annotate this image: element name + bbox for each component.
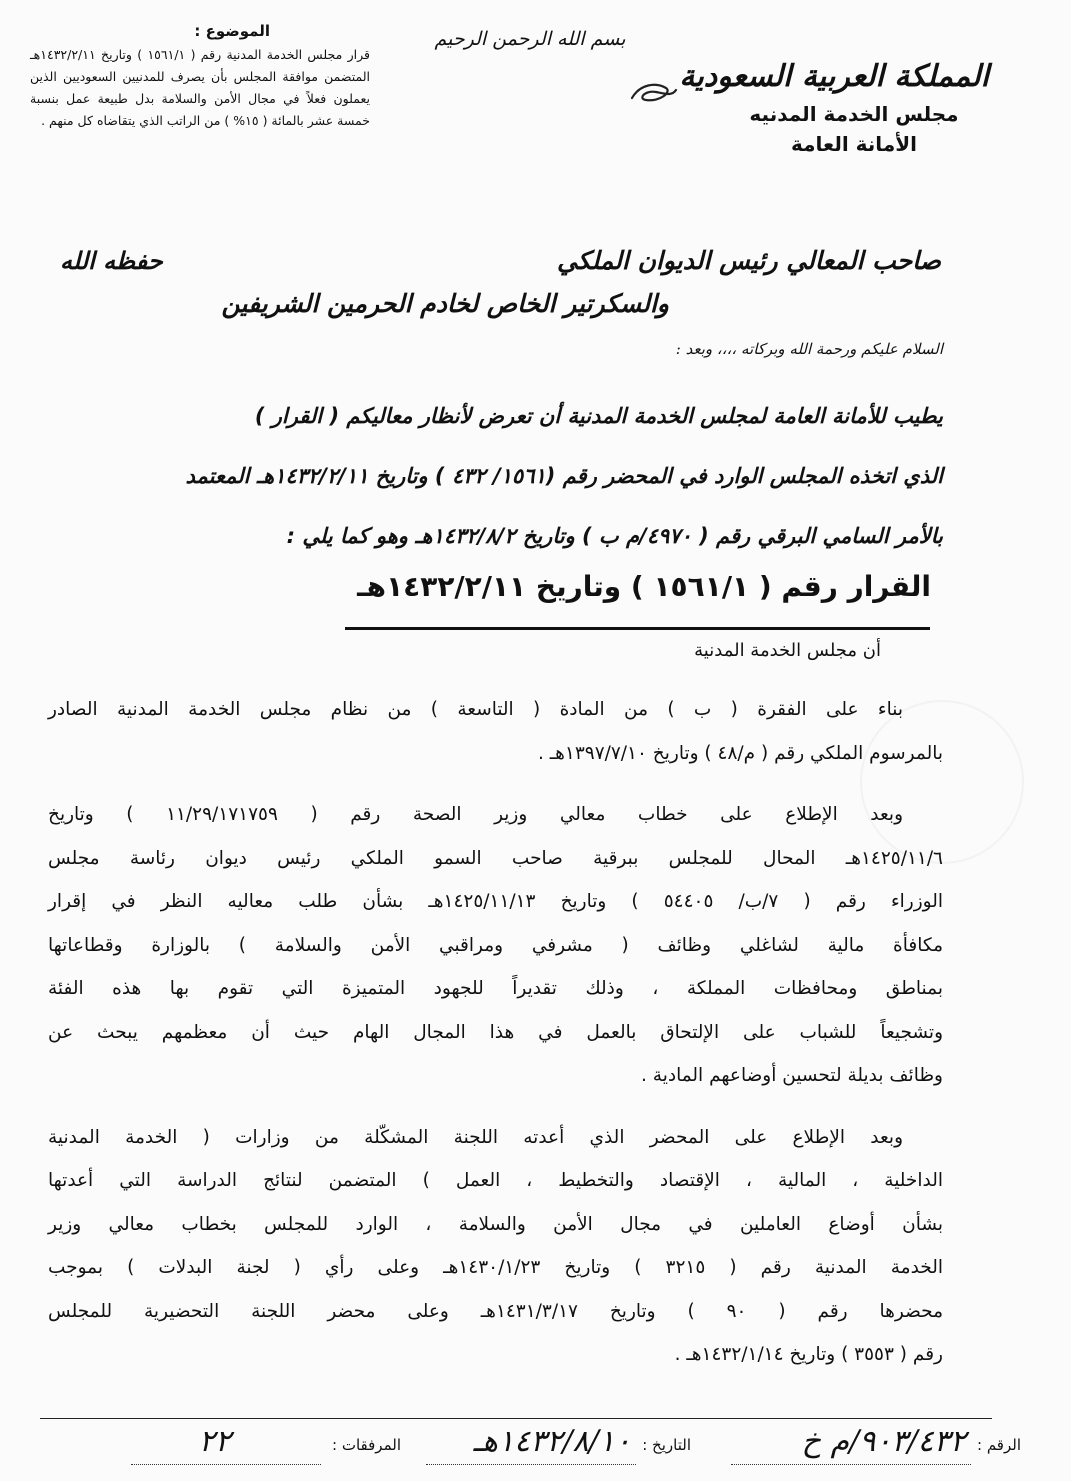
footer-divider — [40, 1418, 992, 1419]
intro-line: الذي اتخذه المجلس الوارد في المحضر رقم (١٥٦١/ ٤٣٢ ) وتاريخ ١٤٣٢/٢/١١هـ المعتمد — [185, 464, 943, 488]
addressee-block — [60, 240, 941, 326]
subject-label: الموضوع : — [194, 22, 270, 40]
body-line: ١٤٢٥/١١/٦هـ المحال للمجلس ببرقية صاحب السمو الملكي رئيس ديوان رئاسة مجلس — [48, 847, 943, 869]
body-line: بناء على الفقرة ( ب ) من المادة ( التاسعة ) من نظام مجلس الخدمة المدنية الصادر — [48, 699, 903, 720]
attachments-dotted-line — [131, 1464, 321, 1465]
body-line: بالمرسوم الملكي رقم ( م/٤٨ ) وتاريخ ١٣٩٧/٧/١٠هـ . — [537, 742, 943, 764]
body-line: بشأن أوضاع العاملين في مجال الأمن والسلامة ، الوارد للمجلس بخطاب معالي وزير — [48, 1213, 943, 1235]
body-line: محضرها رقم ( ٩٠ ) وتاريخ ١٤٣١/٣/١٧هـ وعلى محضر اللجنة التحضيرية للمجلس — [48, 1300, 943, 1322]
subject-text: قرار مجلس الخدمة المدنية رقم ( ١٥٦١/١ ) وتاريخ ١٤٣٢/٢/١١هـ المتضمن موافقة المجلس بأن يصرف للمدنيين السعوديين الذين يعملون فعلاً في مجال الأمن والسلامة بدل طبيعة عمل بنسبة خمسة عشر بالمائة ( ١٥% ) من الراتب الذي يتقاضاه كل منهم . — [30, 47, 370, 128]
intro-line: بالأمر السامي البرقي رقم ( ٤٩٧٠/م ب ) وتاريخ ١٤٣٢/٨/٢هـ وهو كما يلي : — [286, 524, 943, 548]
paragraph-legal-basis — [48, 688, 943, 775]
number-dotted-line — [731, 1464, 971, 1465]
body-line: الخدمة المدنية رقم ( ٣٢١٥ ) وتاريخ ١٤٣٠/١/٢٣هـ وعلى رأي ( لجنة البدلات ) بموجب — [48, 1257, 943, 1278]
body-line: رقم ( ٣٥٥٣ ) وتاريخ ١٤٣٢/١/١٤هـ . — [674, 1344, 943, 1365]
intro-paragraph — [48, 386, 943, 566]
addressee-title: صاحب المعالي رئيس الديوان الملكي — [556, 246, 941, 275]
body-line: بمناطق ومحافظات المملكة ، وذلك تقديراً للجهود المتميزة التي تقوم بها هذه الفئة — [48, 978, 943, 999]
greeting: السلام عليكم ورحمة الله وبركاته ،،،، وبعد : — [675, 340, 943, 358]
subject-box — [30, 18, 370, 132]
initials-mark — [626, 78, 680, 108]
kingdom-name: المملكة العربية السعودية — [679, 59, 989, 94]
body-line: الداخلية ، المالية ، الإقتصاد والتخطيط ، العمل ) المتضمن لنتائج الدراسة التي أعدتها — [48, 1170, 943, 1191]
council-statement: أن مجلس الخدمة المدنية — [694, 640, 881, 661]
organization-header — [679, 55, 989, 159]
title-underline — [345, 627, 930, 630]
addressee-honorific: حفظه الله — [60, 247, 163, 275]
addressee-line-2: والسكرتير الخاص لخادم الحرمين الشريفين — [221, 289, 669, 318]
decision-body — [48, 688, 943, 1395]
intro-line: يطيب للأمانة العامة لمجلس الخدمة المدنية أن تعرض لأنظار معاليكم ( القرار ) — [254, 404, 943, 428]
attachments-label: المرفقات : — [332, 1436, 401, 1454]
paragraph-committee-minutes — [48, 1116, 943, 1377]
body-line: مكافأة مالية لشاغلي وظائف ( مشرفي ومراقبي الأمن والسلامة ) بالوزارة وقطاعاتها — [48, 934, 943, 956]
addressee-line-1 — [60, 240, 941, 282]
date-dotted-line — [426, 1464, 636, 1465]
body-line: وبعد الإطلاع على المحضر الذي أعدته اللجنة المشكّلة من وزارات ( الخدمة المدنية — [48, 1126, 903, 1148]
reference-footer — [30, 1424, 1021, 1470]
council-name: مجلس الخدمة المدنيه — [749, 102, 959, 126]
secretariat-name: الأمانة العامة — [791, 132, 917, 156]
number-label: الرقم : — [977, 1436, 1021, 1454]
number-value: ٩٠٣/٤٣٢/م خ — [801, 1424, 966, 1459]
date-label: التاريخ : — [642, 1436, 691, 1454]
date-value: ١٤٣٢/٨/١٠هـ — [473, 1424, 631, 1459]
paragraph-health-minister-letter — [48, 793, 943, 1098]
attachments-value: ٢٢ — [198, 1424, 231, 1459]
body-line: وظائف بديلة لتحسين أوضاعهم المادية . — [641, 1065, 943, 1086]
body-line: الوزراء رقم ( ٧/ب/ ٥٤٤٠٥ ) وتاريخ ١٤٢٥/١١/١٣هـ بشأن طلب معاليه النظر في إقرار — [48, 891, 943, 912]
decision-title: القرار رقم ( ١٥٦١/١ ) وتاريخ ١٤٣٢/٢/١١هـ — [357, 570, 931, 603]
basmala: بسم الله الرحمن الرحيم — [434, 28, 626, 50]
body-line: وبعد الإطلاع على خطاب معالي وزير الصحة رقم ( ١١/٢٩/١٧١٧٥٩ ) وتاريخ — [48, 804, 903, 825]
body-line: وتشجيعاً للشباب على الإلتحاق بالعمل في هذا المجال الهام حيث أن معظمهم يبحث عن — [48, 1021, 943, 1043]
